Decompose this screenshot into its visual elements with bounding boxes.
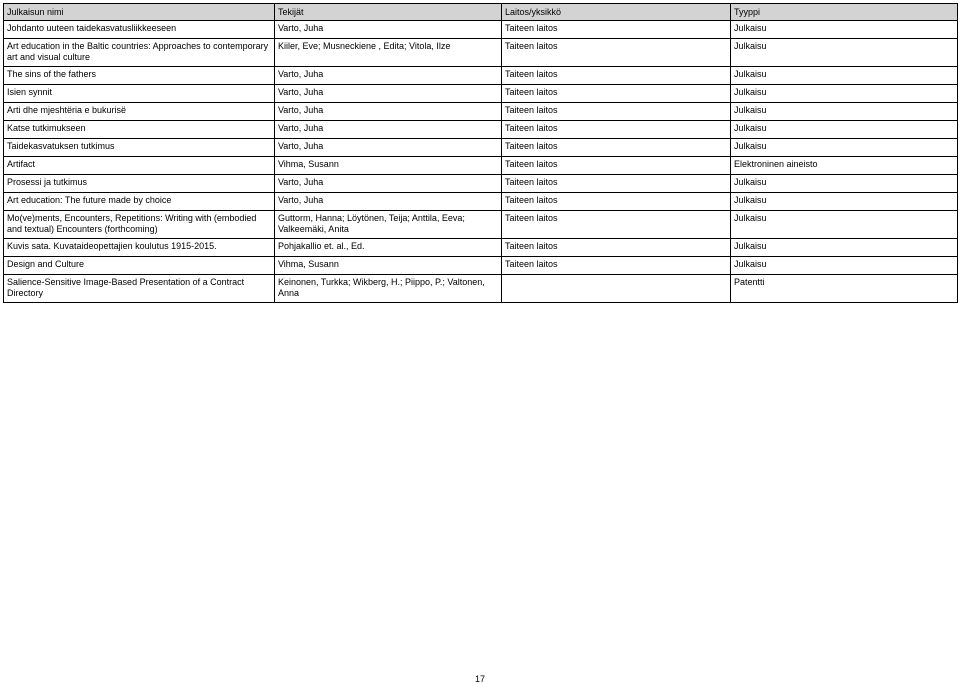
cell-department bbox=[501, 275, 730, 303]
table-row bbox=[4, 21, 958, 39]
cell-type: Julkaisu bbox=[730, 139, 957, 157]
table-row bbox=[4, 257, 958, 275]
cell-publication-name: Kuvis sata. Kuvataideopettajien koulutus 1915-2015. bbox=[4, 239, 275, 257]
cell-type: Julkaisu bbox=[730, 211, 957, 239]
cell-department: Taiteen laitos bbox=[501, 175, 730, 193]
table-row bbox=[4, 275, 958, 303]
cell-authors: Kiiler, Eve; Musneckiene , Edita; Vitola, Ilze bbox=[274, 39, 501, 67]
cell-type: Julkaisu bbox=[730, 67, 957, 85]
cell-publication-name: Design and Culture bbox=[4, 257, 275, 275]
cell-type: Julkaisu bbox=[730, 85, 957, 103]
cell-publication-name: Salience-Sensitive Image-Based Presentation of a Contract Directory bbox=[4, 275, 275, 303]
table-row bbox=[4, 103, 958, 121]
cell-type: Julkaisu bbox=[730, 21, 957, 39]
cell-department: Taiteen laitos bbox=[501, 121, 730, 139]
cell-type: Julkaisu bbox=[730, 239, 957, 257]
cell-publication-name: Johdanto uuteen taidekasvatusliikkeeseen bbox=[4, 21, 275, 39]
cell-authors: Guttorm, Hanna; Löytönen, Teija; Anttila, Eeva; Valkeemäki, Anita bbox=[274, 211, 501, 239]
cell-type: Patentti bbox=[730, 275, 957, 303]
cell-type: Julkaisu bbox=[730, 121, 957, 139]
header-type: Tyyppi bbox=[730, 4, 957, 21]
cell-authors: Vihma, Susann bbox=[274, 257, 501, 275]
publications-table bbox=[3, 3, 958, 303]
cell-authors: Varto, Juha bbox=[274, 193, 501, 211]
cell-publication-name: Mo(ve)ments, Encounters, Repetitions: Writing with (embodied and textual) Encounters (forthcoming) bbox=[4, 211, 275, 239]
cell-publication-name: Artifact bbox=[4, 157, 275, 175]
cell-authors: Varto, Juha bbox=[274, 21, 501, 39]
cell-authors: Vihma, Susann bbox=[274, 157, 501, 175]
cell-authors: Varto, Juha bbox=[274, 175, 501, 193]
cell-authors: Varto, Juha bbox=[274, 103, 501, 121]
cell-type: Julkaisu bbox=[730, 39, 957, 67]
header-authors: Tekijät bbox=[274, 4, 501, 21]
cell-department: Taiteen laitos bbox=[501, 139, 730, 157]
cell-authors: Varto, Juha bbox=[274, 67, 501, 85]
cell-publication-name: Prosessi ja tutkimus bbox=[4, 175, 275, 193]
cell-publication-name: Katse tutkimukseen bbox=[4, 121, 275, 139]
cell-publication-name: Isien synnit bbox=[4, 85, 275, 103]
table-row bbox=[4, 175, 958, 193]
cell-authors: Keinonen, Turkka; Wikberg, H.; Piippo, P.; Valtonen, Anna bbox=[274, 275, 501, 303]
cell-department: Taiteen laitos bbox=[501, 67, 730, 85]
cell-department: Taiteen laitos bbox=[501, 157, 730, 175]
cell-authors: Varto, Juha bbox=[274, 121, 501, 139]
table-row bbox=[4, 67, 958, 85]
table-row bbox=[4, 85, 958, 103]
cell-department: Taiteen laitos bbox=[501, 85, 730, 103]
cell-publication-name: The sins of the fathers bbox=[4, 67, 275, 85]
cell-type: Julkaisu bbox=[730, 175, 957, 193]
cell-publication-name: Art education in the Baltic countries: Approaches to contemporary art and visual culture bbox=[4, 39, 275, 67]
cell-publication-name: Arti dhe mjeshtëria e bukurisë bbox=[4, 103, 275, 121]
table-row bbox=[4, 239, 958, 257]
cell-publication-name: Taidekasvatuksen tutkimus bbox=[4, 139, 275, 157]
cell-department: Taiteen laitos bbox=[501, 239, 730, 257]
cell-department: Taiteen laitos bbox=[501, 257, 730, 275]
table-row bbox=[4, 121, 958, 139]
cell-department: Taiteen laitos bbox=[501, 211, 730, 239]
table-header-row bbox=[4, 4, 958, 21]
cell-department: Taiteen laitos bbox=[501, 39, 730, 67]
cell-publication-name: Art education: The future made by choice bbox=[4, 193, 275, 211]
cell-type: Julkaisu bbox=[730, 257, 957, 275]
table-row bbox=[4, 193, 958, 211]
cell-authors: Pohjakallio et. al., Ed. bbox=[274, 239, 501, 257]
table-body bbox=[4, 21, 958, 303]
cell-department: Taiteen laitos bbox=[501, 103, 730, 121]
table-row bbox=[4, 211, 958, 239]
cell-authors: Varto, Juha bbox=[274, 139, 501, 157]
cell-type: Elektroninen aineisto bbox=[730, 157, 957, 175]
table-row bbox=[4, 39, 958, 67]
table-row bbox=[4, 139, 958, 157]
page-number: 17 bbox=[474, 674, 485, 683]
cell-type: Julkaisu bbox=[730, 193, 957, 211]
cell-type: Julkaisu bbox=[730, 103, 957, 121]
table-row bbox=[4, 157, 958, 175]
header-department: Laitos/yksikkö bbox=[501, 4, 730, 21]
cell-department: Taiteen laitos bbox=[501, 21, 730, 39]
header-publication-name: Julkaisun nimi bbox=[4, 4, 275, 21]
cell-department: Taiteen laitos bbox=[501, 193, 730, 211]
cell-authors: Varto, Juha bbox=[274, 85, 501, 103]
